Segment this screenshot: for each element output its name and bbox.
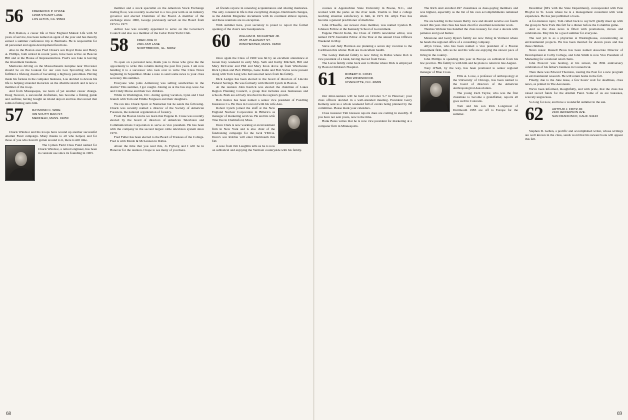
portrait-shoulders: [424, 99, 448, 111]
secretary-address: RAYMOND C. WIRE 309 SOUTH MAIN ST. MEDFIELD, MASS. 01050: [32, 108, 69, 121]
paragraph: member and a stock specialist on the American Stock Exchange trading floor, was recently re-elected to a two-year term as an industry governor and elected Chairman of the Board. A member of the exchange since 1960, George previously served on the Board from 1972 to 1977.: [110, 6, 204, 27]
paragraph: The young Zach Taylor, who was the first classmate to become a grandfather, reports all goes well in Colorado.: [453, 90, 518, 104]
class-year-number: 60: [212, 30, 230, 52]
portrait-face: [430, 83, 442, 97]
column-1: [5, 6, 97, 408]
paragraph: courses at Appalachian State University in Boone, N.C., and worked with the parks on the river team. Unable to find a college teaching situation satisfactory to him, in 1971 Dr. Allyn Fore has become a general practitioner of medicine.: [318, 6, 412, 23]
class-year-number: 57: [5, 105, 23, 127]
class-year-number: 58: [110, 34, 128, 56]
paragraph: The Rich And enrolled 497 classmates as dues-paying members and was highest, especially as the list of his own accomplishments remained silent.: [420, 6, 518, 19]
paragraph: Eugene Harold Kohn, the Class of 1960's newsletter editor, was named 1979 Journalist Editor of the Year at the annual Class Officers Weekend in May.: [318, 31, 412, 44]
paragraph: Also in the Boston area Fred Chase's son Royal Dana and Henry A. Phillips, both retired in recent years, have been active on Beacon Hill and at the House of Representatives. Fred's son Jake is leaving the investment business.: [5, 47, 97, 64]
class-year-number: 62: [525, 103, 543, 125]
page-number-left: 68: [6, 412, 11, 417]
column-6: [525, 6, 623, 408]
secretary-address: FRED JOIE III 2301 ASH LANE NORTHBROOK, ILL. 60062: [137, 37, 176, 50]
column-4: [318, 6, 412, 408]
column-5: [420, 6, 518, 408]
paragraph: The Lyman Field Class Fund named for Chuck Windsor, a retired engineer, has been in constant use since its founding in 1963.: [38, 142, 97, 156]
paragraph: Steve and Judy Harrison are planning a seven day vacation to the Caribbean this winter. Both are in excellent health.: [318, 43, 412, 52]
paragraph: The real job is as a physician at Westinghouse, concentrating on environmental projects. He has been married for eleven years and has three children.: [525, 35, 623, 48]
portrait-shoulders: [282, 131, 306, 143]
paragraph: Robert Lynch joined the staff at the New England Nuclear Corporation in Billerica as manager of marketing services. He and his wife Tina live in Chelmsford, Mass.: [212, 106, 275, 123]
paragraph: December (66's with the State Department), corresponded with Pete Bloylar in St. Louis where he is a management consultant with wide experience. He has just published a book.: [525, 6, 623, 19]
class-entry-56: [5, 7, 97, 29]
portrait-shoulders: [9, 168, 33, 180]
portrait-photo: [420, 76, 450, 112]
class-entry-61: [318, 70, 412, 92]
paragraph: John Phillips is spending this year in Europe on sabbatical from his law practice. His family is with him and he plans to return in late August.: [420, 57, 518, 66]
secretary-address: WILLIAM M. MCCARTER JR. 35 MT. PLEASANT ST. WINCHESTER, MASS. 01890: [239, 33, 281, 46]
paragraph: Our mini-reunion will be held on October 5-7 in Hanover; your class officers decided in a well-attended meeting. President Garry Kemeny sent us a whole weekend full of events being planned by the committee. Please mark your calendars.: [318, 94, 412, 111]
secretary-address: FREDERICK P. CHASE 11508 STUART LANE LOS ALTOS, CA. 95604: [32, 9, 66, 21]
paragraph: Memories driving on the Massachusetts turnpike near Worcester should be on the lookout for our own Lou Sprowling who has fulfilled a lifelong dream of becoming a highway patrolman. Having made his fortune in the computer business, Lou decided to devote his life to helping stranded motorists on the 46-mile stretch and is now a member of the troop.: [5, 64, 97, 89]
paragraph: With summer here, your secretary is proud to report the formal opening of the class's new headquarters.: [212, 22, 308, 31]
paragraph: John O'Keeffe, our newest class member, was named Lyndon B. Johnson Fellow at the Kennedy School of Government.: [318, 22, 412, 31]
portrait-photo: [278, 108, 308, 144]
paragraph: Stephen D. Gellen, a prolific and accomplished writer, whose writings are well known in the class, sends word that his newest book will appear this fall.: [525, 128, 623, 141]
paragraph: We've been informed, thoughtfully, and with pride, that the class has raised record funds for the Alumni Fund. Some of us are laureates, scarcely ungracious.: [525, 86, 623, 99]
class-year-number: 61: [318, 69, 336, 91]
paragraph: About the time that you read this, Jo Fryberg and I will be in Hanover for the reunion. I hope to see many of you there.: [110, 143, 204, 152]
paragraph: The Lucas family came back east to Maine where Dick is employed by Boston Children's Hospital.: [318, 61, 412, 70]
paragraph: Everyone who joins Armstrong was selling sandwiches in the dorms? This summer, I got caught. Joining us at the bus stop were Joe and Cindy Morse and their two children.: [110, 80, 204, 93]
paragraph: Fred Fuller has been elected to the Board of Trustees of the College. Fred is with Marsh & McLennan in Dallas.: [110, 135, 204, 144]
paragraph: ed friends rejoice in renewing acquaintances and sharing memories. The only constant in life is that everything changes. Dartmouth changes, as the Alumni Magazine documents with its continual almost rapture, and these reunions are no exception.: [212, 6, 308, 23]
paragraph: At the reunion John Kerrick was elected the chairman of Lakes Region Planning Council, a group that includes area businesses and schools. Both are actively involved in the region's growth.: [212, 85, 308, 98]
column-2: [110, 6, 204, 408]
paragraph: Dick Ledges has been elected to the board of directors of Lincoln Federal Savings. He was formerly with Merrill Lynch in Boston.: [212, 76, 308, 85]
paragraph: Bob Damon, a career life at New England Mutual Life with 32 years of service, has been named an agent of the year and has thereby earned a summer conference trip to Bermuda. He is responsible for all personnel and agent-development functions.: [5, 31, 97, 48]
paragraph: And so the class news is filled with promotions, moves and celebrations. May this be a good summer for everyone.: [525, 27, 623, 36]
paragraph: Chuck Windsor and his troops have wound up another successful Alumni Fund campaign. Many thanks to all who helped, and for those of you who haven't gotten around to it, there is still time.: [5, 130, 97, 143]
paragraph: Bob Justice has been named a senior vice president of Fondling Insurance Co. He lives in Concord with his wife Ann.: [212, 97, 308, 106]
paragraph: Tony O'Neil, by the way, has been promoted to senior regional manager of Blue Cross.: [420, 65, 518, 74]
paragraph: From the Boston Globe we learn that Eugene R. Cruse was recently elected by the board of directors of American Television and Communications Corporation to serve as vice president. He has been with the company in the second largest cable television system since 1970.: [110, 114, 204, 135]
paragraph: Ellis A. Lowe, a professor of anthropology at the University of Chicago, has been named to the board of directors of the American Anthropological Association.: [453, 74, 518, 91]
paragraph: Once again the Class of 1960 was hit by an excellent attendance at Green Key weekend in early May. Seth and Kathy Mitchell, Bill and Mary McCarter and Phil and Mary Kron drove up from Winchester. Rick Lyman and Bob Phillips, Gene Kohn and Bob Swiss were present along with Tom Lang who had assorted news from his family.: [212, 55, 308, 76]
class-year-number: 56: [5, 6, 23, 27]
paragraph: Tom and his son Rick Longstreet of Dartmouth 1983 are off to Europe for the summer.: [453, 103, 518, 116]
paragraph: Then there was Edward Thornton, touring the East for a new program on environmental research. He will return home in the fall.: [525, 69, 623, 78]
class-entry-58: [110, 36, 204, 58]
paragraph: Arthur Lee was recently appointed to serve on the Governor's Council and also as a member of the Cedar Point Yacht Club.: [110, 26, 204, 35]
class-entry-57: [5, 106, 97, 128]
page-number-right: 69: [617, 412, 622, 417]
class-entry-60: [212, 32, 308, 54]
paragraph: Finally, due to the June issue, a few hours' wait for deadlines, class news, as printed in The Aeronauts.: [525, 78, 623, 87]
portrait-face: [15, 152, 27, 166]
paragraph: Thomas Webster has handled the class treasury for over a decade with patience and good humor.: [420, 27, 518, 36]
portrait-photo: [5, 145, 35, 181]
paragraph: Dave Clark is now working at an investment firm in New York and is also chair of the fundraising campaign for the local YMCA. Dave's son Robbie will enter Dartmouth this fall.: [212, 123, 275, 144]
class-entry-62: [525, 105, 623, 127]
paragraph: While in Washington, D.C. during spring vacation, Lynn and I had brunch with Tom and Emilie Ferguson and their daughters.: [110, 93, 204, 102]
paragraph: And from Massapequa, we learn of yet another career change. Doug Stewart, a successful draftsman, has become a fishing guide and outfitter, having bought an island airport and has discovered that salmon fishing suits him.: [5, 89, 97, 106]
paragraph: The Lesley Rutland family is now living in Dallas where Rob is vice president of a bank, having moved from Texas.: [318, 52, 412, 61]
paragraph: Hank Bates writes that he is now vice president for marketing at a computer firm in Minneapolis.: [318, 119, 412, 128]
paragraph: Maxstone and Gerry Ryan's family are now living in Vermont where he heads the regional office of a consulting company.: [420, 35, 518, 44]
paragraph: A note from Jim Laughlin tells us he is now on sabbatical and enjoying the Vermont countryside with his family.: [212, 143, 302, 152]
paragraph: Allyn Cruse, who has been named a vice president of a Boston investment firm, tells us he and his wife are enjoying the slower pace of living in the country.: [420, 44, 518, 57]
column-3: [212, 6, 308, 408]
paragraph: A for-instance topic, Tom called back to say he'll gladly meet up with the group in New York this fall for a dinner before the Columbia game.: [525, 18, 623, 27]
paragraph: John Prescott was hosting, at his retreat, the 80th anniversary celebration of his father's business in Connecticut.: [525, 61, 623, 70]
paragraph: News notes: Russell Bross has been named Associate Director of Development at Colby College, and John Smith is now Vice President of Marketing for a national retail chain.: [525, 48, 623, 61]
paragraph: To open on a personal note, thank you to those who gave me the opportunity to write this column during the past five years. I am now handing it to a successor who took over to write The Class Notes beginning in September. Make a note to send some news to your class secretary this summer.: [110, 59, 204, 81]
secretary-address: ARTHUR J. FRITZ JR. 2100 JEFFERSON AVE. SAN FRANCISCO, CALIF. 94123: [552, 106, 598, 119]
portrait-face: [288, 115, 300, 129]
secretary-address: ROBERT D. CONN 2500 WINDSOR DR. CHARLOTTE, N.C. 28209: [345, 72, 382, 85]
paragraph: We ran into Chuck Spurr at Nantucket but he sends the following. Chuck was recently named a director of the Society of American Foresters, the national organization of forestry.: [110, 101, 204, 114]
paragraph: We are leading in the Green Derby race and should receive our fourth award this year. Our class has been cited for excellent newsletter work.: [420, 18, 518, 27]
paragraph: Class treasurer Tim Gleason reports dues are coming in steadily. If you have not sent yours, now is the time.: [318, 110, 412, 119]
paragraph: So long for now, and have a wonderful summer in the sun.: [529, 99, 607, 104]
page-gutter: [313, 0, 315, 420]
